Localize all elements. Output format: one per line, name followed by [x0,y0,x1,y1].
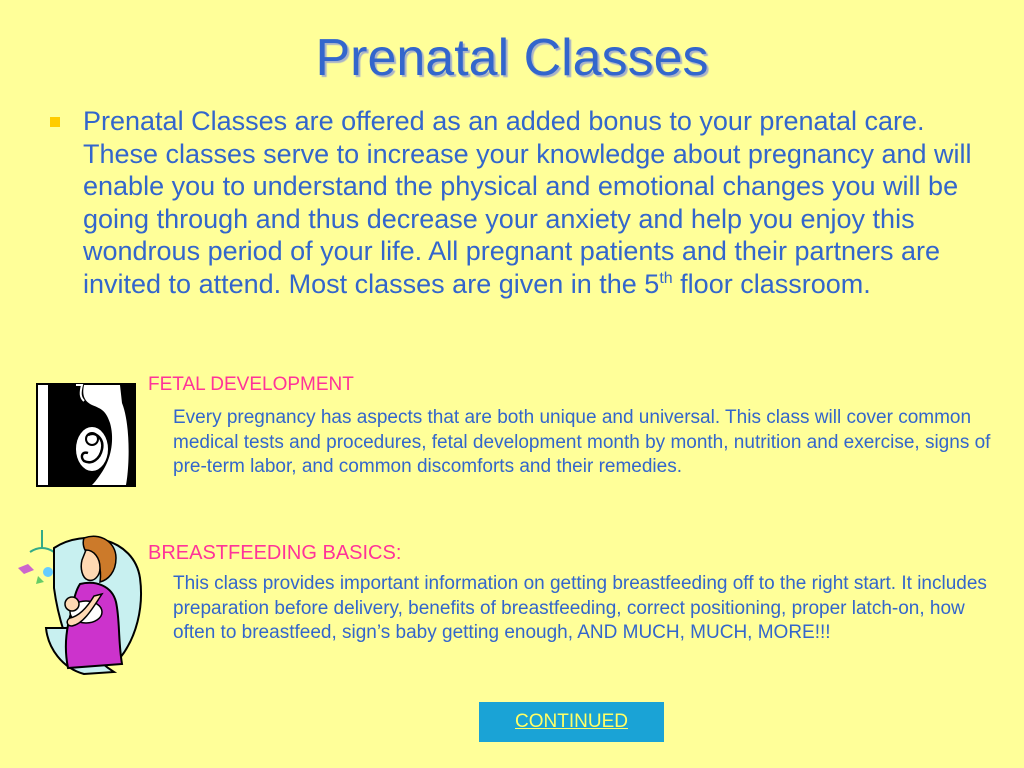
intro-paragraph [50,105,1000,300]
breastfeeding-mother-icon [14,528,148,676]
slide-title: Prenatal Classes [315,29,709,87]
intro-superscript: th [659,269,673,287]
intro-text [83,105,1000,300]
section-description-fetal-development: Every pregnancy has aspects that are both unique and universal. This class will cover common medical tests and procedures, fetal development month by month, nutrition and exercise, signs of pre-term labor, and common discomforts and their remedies. [173,407,991,477]
section-description-breastfeeding-basics: This class provides important information on getting breastfeeding off to the right start. It includes preparation before delivery, benefits of breastfeeding, correct positioning, proper latch-on, how often to breastfeed, sign’s baby getting enough, AND MUCH, MUCH, MORE!!! [173,573,987,643]
continued-button[interactable]: CONTINUED [479,702,664,742]
intro-text-main: Prenatal Classes are offered as an added bonus to your prenatal care. These classes serve to increase your knowledge about pregnancy and will enable you to understand the physical and emotional changes you will be going through and thus decrease your anxiety and help you enjoy this wondrous period of your life. All pregnant patients and their partners are invited to attend. Most classes are given in the 5 [83,106,972,299]
bullet-icon [50,117,60,127]
intro-text-end: floor classroom. [672,268,871,299]
section-heading-fetal-development: FETAL DEVELOPMENT [148,374,354,395]
section-heading-breastfeeding-basics: BREASTFEEDING BASICS: [148,542,402,564]
pregnancy-silhouette-icon [36,383,136,487]
